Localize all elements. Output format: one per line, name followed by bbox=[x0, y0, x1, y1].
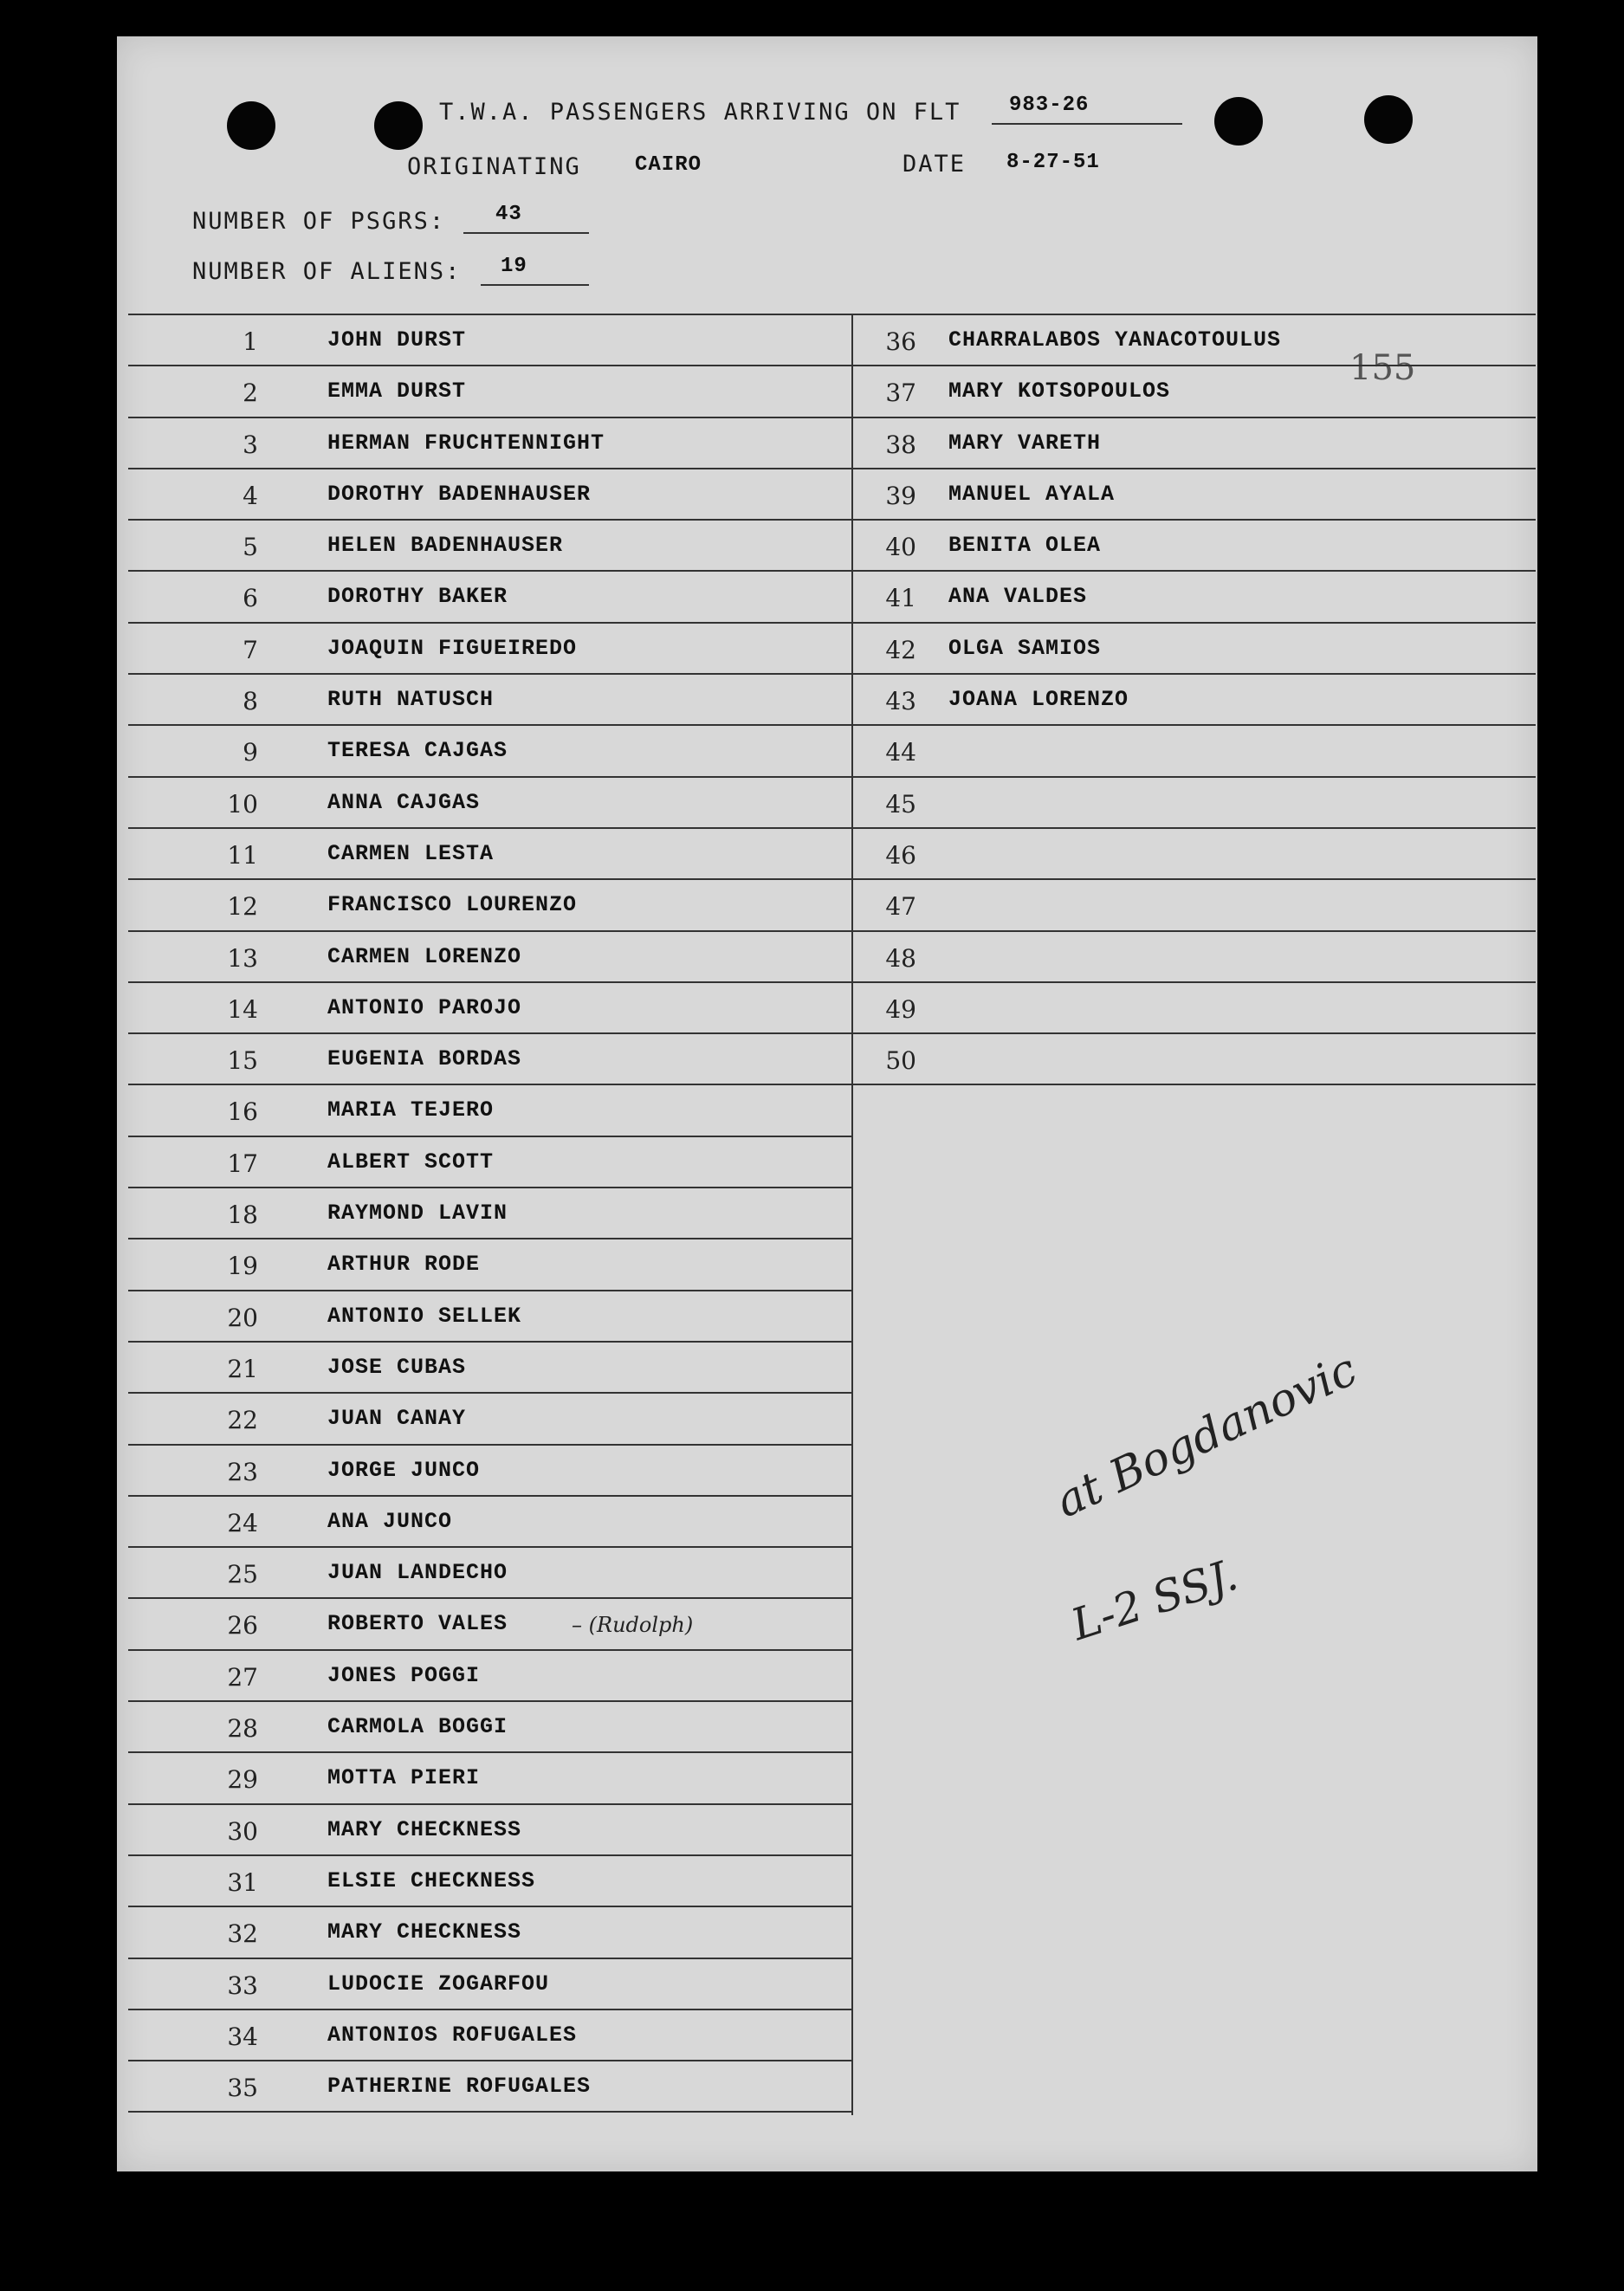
passenger-row bbox=[128, 519, 851, 570]
passenger-number: 31 bbox=[227, 1867, 258, 1897]
passenger-name: HERMAN FRUCHTENNIGHT bbox=[327, 430, 605, 456]
passenger-name: DOROTHY BAKER bbox=[327, 584, 508, 610]
date-label: DATE bbox=[903, 151, 967, 178]
passenger-name: EUGENIA BORDAS bbox=[327, 1046, 522, 1072]
passenger-number: 36 bbox=[885, 327, 916, 356]
passenger-name: ANA VALDES bbox=[948, 584, 1088, 610]
passenger-row bbox=[128, 2060, 851, 2111]
passenger-name: ALBERT SCOTT bbox=[327, 1149, 495, 1175]
passenger-name: MOTTA PIERI bbox=[327, 1765, 481, 1791]
passenger-number: 35 bbox=[227, 2074, 258, 2103]
passenger-table bbox=[128, 314, 1536, 2115]
passenger-number: 48 bbox=[885, 943, 916, 973]
passenger-number: 42 bbox=[885, 635, 916, 664]
passenger-number: 12 bbox=[227, 892, 258, 922]
passenger-number: 8 bbox=[243, 687, 258, 716]
passenger-number: 10 bbox=[227, 789, 258, 819]
passenger-row bbox=[851, 570, 1536, 621]
passenger-row bbox=[851, 519, 1536, 570]
passenger-row bbox=[851, 365, 1536, 416]
passenger-number: 16 bbox=[227, 1097, 258, 1127]
passenger-name: CHARRALABOS YANACOTOULUS bbox=[948, 327, 1282, 353]
psgrs-underline bbox=[463, 232, 589, 234]
passenger-number: 29 bbox=[227, 1765, 258, 1795]
passenger-column-left bbox=[128, 314, 851, 2113]
manifest-date: 8-27-51 bbox=[1006, 151, 1100, 174]
row-end-rule bbox=[851, 1084, 1536, 1085]
passenger-name: ANA JUNCO bbox=[327, 1508, 453, 1534]
passenger-number: 40 bbox=[885, 533, 916, 562]
passenger-number: 6 bbox=[243, 584, 258, 613]
passenger-row bbox=[128, 1084, 851, 1135]
passenger-row bbox=[128, 365, 851, 416]
passenger-name: EMMA DURST bbox=[327, 379, 467, 404]
passenger-row bbox=[128, 417, 851, 468]
passenger-row bbox=[128, 827, 851, 878]
passenger-name: ANTONIO PAROJO bbox=[327, 994, 522, 1020]
passenger-number: 46 bbox=[885, 840, 916, 870]
passenger-row bbox=[128, 314, 851, 365]
passenger-name: ANNA CAJGAS bbox=[327, 789, 481, 815]
passenger-number: 28 bbox=[227, 1714, 258, 1744]
passenger-row bbox=[128, 1597, 851, 1648]
passenger-row bbox=[128, 622, 851, 673]
passenger-name: CARMEN LESTA bbox=[327, 840, 495, 866]
passenger-row bbox=[851, 776, 1536, 827]
passenger-name: MARY CHECKNESS bbox=[327, 1919, 522, 1945]
aliens-count: 19 bbox=[501, 255, 527, 278]
passenger-number: 50 bbox=[885, 1046, 916, 1076]
passenger-name: ANTONIOS ROFUGALES bbox=[327, 2022, 578, 2048]
passenger-number: 49 bbox=[885, 994, 916, 1024]
passenger-name: JUAN CANAY bbox=[327, 1406, 467, 1432]
passenger-number: 24 bbox=[227, 1508, 258, 1537]
handwritten-signature-line2: L-2 SSJ. bbox=[1065, 1549, 1244, 1651]
originating-label: ORIGINATING bbox=[407, 153, 581, 180]
passenger-name: JOAQUIN FIGUEIREDO bbox=[327, 635, 578, 661]
passenger-name: FRANCISCO LOURENZO bbox=[327, 892, 578, 918]
passenger-name: PATHERINE ROFUGALES bbox=[327, 2074, 592, 2100]
passenger-row bbox=[851, 1032, 1536, 1084]
passenger-number: 30 bbox=[227, 1816, 258, 1846]
manifest-title bbox=[439, 99, 961, 126]
passenger-number: 4 bbox=[243, 481, 258, 510]
passenger-row bbox=[128, 1136, 851, 1187]
page-number: 155 bbox=[1349, 348, 1416, 388]
passenger-number: 18 bbox=[227, 1201, 258, 1230]
passenger-number: 5 bbox=[243, 533, 258, 562]
passenger-name: JOANA LORENZO bbox=[948, 687, 1129, 713]
passenger-number: 43 bbox=[885, 687, 916, 716]
passenger-number: 3 bbox=[243, 430, 258, 459]
passenger-row bbox=[128, 1495, 851, 1546]
passenger-name: OLGA SAMIOS bbox=[948, 635, 1102, 661]
passenger-row bbox=[128, 1803, 851, 1854]
passenger-row bbox=[128, 776, 851, 827]
passenger-number: 41 bbox=[885, 584, 916, 613]
passenger-number: 15 bbox=[227, 1046, 258, 1076]
passenger-name: MARIA TEJERO bbox=[327, 1097, 495, 1123]
passenger-name: JOHN DURST bbox=[327, 327, 467, 353]
passenger-row bbox=[128, 1187, 851, 1238]
passenger-name: ARTHUR RODE bbox=[327, 1252, 481, 1278]
passenger-number: 11 bbox=[227, 840, 258, 870]
passenger-row bbox=[128, 1290, 851, 1341]
passenger-name: CARMOLA BOGGI bbox=[327, 1714, 508, 1740]
passenger-row bbox=[128, 1700, 851, 1751]
passenger-name: MARY KOTSOPOULOS bbox=[948, 379, 1171, 404]
handwritten-note-rudolph: – (Rudolph) bbox=[572, 1613, 694, 1637]
passenger-number: 34 bbox=[227, 2022, 258, 2051]
passenger-row bbox=[851, 981, 1536, 1032]
passenger-row bbox=[128, 930, 851, 981]
passenger-row bbox=[128, 2009, 851, 2060]
passenger-row bbox=[128, 570, 851, 621]
punch-hole-4 bbox=[1364, 95, 1413, 144]
flight-number: 983-26 bbox=[1009, 94, 1090, 117]
punch-hole-1 bbox=[227, 101, 275, 150]
passenger-name: ELSIE CHECKNESS bbox=[327, 1867, 536, 1893]
passenger-row bbox=[851, 314, 1536, 365]
passenger-row bbox=[851, 827, 1536, 878]
passenger-number: 27 bbox=[227, 1662, 258, 1692]
flight-underline bbox=[992, 123, 1182, 125]
passenger-name: RAYMOND LAVIN bbox=[327, 1201, 508, 1226]
originating-city: CAIRO bbox=[635, 153, 702, 177]
passenger-name: JORGE JUNCO bbox=[327, 1457, 481, 1483]
passenger-row bbox=[128, 1032, 851, 1084]
passenger-number: 33 bbox=[227, 1971, 258, 2000]
passenger-name: JONES POGGI bbox=[327, 1662, 481, 1688]
passenger-row bbox=[128, 1958, 851, 2009]
passenger-row bbox=[851, 468, 1536, 519]
passenger-row bbox=[851, 878, 1536, 929]
passenger-number: 44 bbox=[885, 738, 916, 767]
passenger-row bbox=[851, 417, 1536, 468]
passenger-name: JUAN LANDECHO bbox=[327, 1560, 508, 1586]
passenger-number: 2 bbox=[243, 379, 258, 408]
passenger-name: MARY CHECKNESS bbox=[327, 1816, 522, 1842]
passenger-number: 23 bbox=[227, 1457, 258, 1486]
passenger-number: 37 bbox=[885, 379, 916, 408]
passenger-row bbox=[851, 930, 1536, 981]
psgrs-count: 43 bbox=[495, 203, 522, 226]
passenger-name: CARMEN LORENZO bbox=[327, 943, 522, 969]
passenger-number: 45 bbox=[885, 789, 916, 819]
passenger-row bbox=[128, 1906, 851, 1957]
passenger-row bbox=[128, 1392, 851, 1443]
passenger-row bbox=[128, 878, 851, 929]
passenger-number: 22 bbox=[227, 1406, 258, 1435]
passenger-number: 1 bbox=[243, 327, 258, 356]
punch-hole-2 bbox=[374, 101, 423, 150]
passenger-row bbox=[128, 468, 851, 519]
passenger-number: 32 bbox=[227, 1919, 258, 1949]
passenger-name: BENITA OLEA bbox=[948, 533, 1102, 559]
passenger-number: 14 bbox=[227, 994, 258, 1024]
passenger-number: 26 bbox=[227, 1611, 258, 1641]
passenger-number: 38 bbox=[885, 430, 916, 459]
passenger-number: 25 bbox=[227, 1560, 258, 1589]
passenger-row bbox=[128, 1238, 851, 1289]
handwritten-signature-line1: at Bogdanovic bbox=[1048, 1343, 1365, 1529]
passenger-number: 17 bbox=[227, 1149, 258, 1178]
passenger-row bbox=[128, 673, 851, 724]
passenger-row bbox=[128, 1854, 851, 1906]
passenger-number: 19 bbox=[227, 1252, 258, 1281]
passenger-name: DOROTHY BADENHAUSER bbox=[327, 481, 592, 507]
passenger-name: LUDOCIE ZOGARFOU bbox=[327, 1971, 550, 1997]
passenger-row bbox=[851, 724, 1536, 775]
passenger-name: JOSE CUBAS bbox=[327, 1354, 467, 1380]
punch-hole-3 bbox=[1214, 97, 1263, 146]
passenger-row bbox=[851, 622, 1536, 673]
passenger-row bbox=[128, 981, 851, 1032]
passenger-number: 20 bbox=[227, 1303, 258, 1332]
passenger-name: ROBERTO VALES bbox=[327, 1611, 508, 1637]
passenger-row bbox=[851, 673, 1536, 724]
passenger-number: 7 bbox=[243, 635, 258, 664]
aliens-underline bbox=[481, 284, 589, 286]
title-prefix: T.W.A. PASSENGERS ARRIVING ON FLT bbox=[439, 99, 961, 126]
passenger-name: RUTH NATUSCH bbox=[327, 687, 495, 713]
aliens-label: NUMBER OF ALIENS: bbox=[192, 258, 462, 285]
passenger-row bbox=[128, 724, 851, 775]
psgrs-label: NUMBER OF PSGRS: bbox=[192, 208, 446, 235]
passenger-name: MARY VARETH bbox=[948, 430, 1102, 456]
passenger-name: ANTONIO SELLEK bbox=[327, 1303, 522, 1329]
passenger-row bbox=[128, 1546, 851, 1597]
passenger-row bbox=[128, 1649, 851, 1700]
passenger-name: MANUEL AYALA bbox=[948, 481, 1116, 507]
passenger-row bbox=[128, 1444, 851, 1495]
passenger-name: TERESA CAJGAS bbox=[327, 738, 508, 764]
passenger-column-right bbox=[851, 314, 1536, 1085]
passenger-name: HELEN BADENHAUSER bbox=[327, 533, 564, 559]
passenger-number: 39 bbox=[885, 481, 916, 510]
passenger-number: 13 bbox=[227, 943, 258, 973]
passenger-number: 9 bbox=[243, 738, 258, 767]
passenger-row bbox=[128, 1751, 851, 1802]
passenger-number: 47 bbox=[885, 892, 916, 922]
passenger-row bbox=[128, 1341, 851, 1392]
row-end-rule bbox=[128, 2111, 851, 2113]
passenger-number: 21 bbox=[227, 1354, 258, 1383]
